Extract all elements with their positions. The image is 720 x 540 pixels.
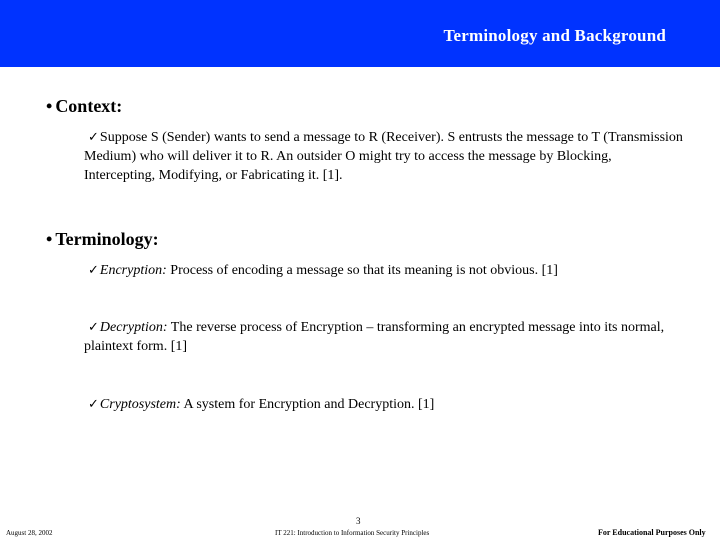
footer-date: August 28, 2002 [6,529,53,537]
context-heading-label: Context: [55,96,123,116]
footer-course: IT 221: Introduction to Information Security Principles [275,529,430,537]
term-decryption-text: The reverse process of Encryption – transforming an encrypted message into its normal, plaintext form. [1] [84,320,665,354]
context-heading [46,96,122,117]
bullet-icon: • [46,96,53,116]
term-item-decryption [84,318,684,356]
check-mark-icon: ✓ [88,397,99,412]
term-cryptosystem-text: A system for Encryption and Decryption. [1] [180,397,435,412]
check-mark-icon: ✓ [88,320,99,335]
context-item [84,128,684,185]
page-number: 3 [356,516,361,526]
term-encryption-label: Encryption: [99,263,167,278]
term-item-cryptosystem [84,395,684,414]
terminology-heading [46,229,159,250]
check-mark-icon: ✓ [88,263,99,278]
terminology-heading-label: Terminology: [55,229,159,249]
footer-note: For Educational Purposes Only [598,528,706,537]
check-mark-icon: ✓ [88,130,99,145]
term-cryptosystem-label: Cryptosystem: [99,397,181,412]
term-encryption-text: Process of encoding a message so that its meaning is not obvious. [1] [166,263,558,278]
bullet-icon: • [46,229,53,249]
term-item-encryption [84,261,684,280]
context-item-text: Suppose S (Sender) wants to send a message to R (Receiver). S entrusts the message to T (Transmission Medium) who will deliver it to R. An outsider O might try to access the message by Blocking, Intercepting, Modifying, or Fabricating it. [1]. [84,130,683,183]
header-bar [0,0,720,67]
term-decryption-label: Decryption: [99,320,168,335]
slide-title: Terminology and Background [443,26,666,45]
